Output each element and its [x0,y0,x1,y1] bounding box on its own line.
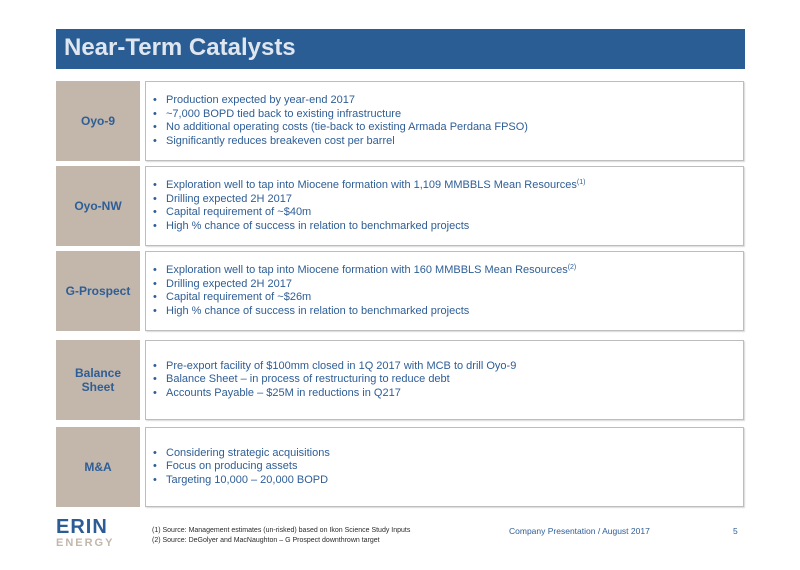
row-label: Oyo-NW [74,199,122,213]
bullet-item: • Focus on producing assets [152,460,743,474]
row-label: Oyo-9 [80,114,115,128]
footnotes [152,526,410,546]
row-label: G-Prospect [65,284,131,298]
footer-text: Company Presentation / August 2017 [509,526,650,536]
row-label: Balance Sheet [74,366,122,394]
bullet-item: • Exploration well to tap into Miocene formation with 160 MMBBLS Mean Resources$^{(2)}$ [152,264,743,278]
logo-energy: ENERGY [56,537,115,549]
label-oyo-nw [56,166,140,246]
page-title: Near-Term Catalysts [64,34,296,61]
content-oyo-nw [145,166,744,246]
bullet-item: • Significantly reduces breakeven cost per barrel [152,135,743,149]
bullet-item: • High % chance of success in relation to benchmarked projects [152,220,743,234]
label-m-and-a [56,427,140,507]
content-oyo-9 [145,81,744,161]
bullet-item: • Pre-export facility of $100mm closed in 1Q 2017 with MCB to drill Oyo-9 [152,360,743,374]
bullet-list [152,264,743,318]
footnote-1: (1) Source: Management estimates (un-risked) based on Ikon Science Study Inputs [152,527,411,534]
page-number: 5 [733,526,738,536]
bullet-item: • Drilling expected 2H 2017 [152,193,743,207]
bullet-item: • Capital requirement of ~$40m [152,206,743,220]
bullet-item: • Accounts Payable – $25M in reductions in Q217 [152,387,743,401]
label-balance-sheet [56,340,140,420]
label-g-prospect [56,251,140,331]
logo-erin: ERIN [56,516,108,538]
footnote-ref: (2) [567,264,577,271]
row-label: M&A [84,460,112,474]
content-m-and-a [145,427,744,507]
label-oyo-9 [56,81,140,161]
bullet-item: • Capital requirement of ~$26m [152,291,743,305]
bullet-item: • ~7,000 BOPD tied back to existing infrastructure [152,108,743,122]
bullet-item: • No additional operating costs (tie-back to existing Armada Perdana FPSO) [152,121,743,135]
erin-energy-logo [56,517,126,557]
bullet-list [152,179,743,233]
bullet-list [152,360,743,401]
footnote-2: (2) Source: DeGolyer and MacNaughton – G Prospect downthrown target [152,537,380,544]
bullet-item: • Production expected by year-end 2017 [152,94,743,108]
bullet-list [152,94,743,148]
bullet-item: • Targeting 10,000 – 20,000 BOPD [152,474,743,488]
title-bar [56,29,745,69]
bullet-item: • High % chance of success in relation to benchmarked projects [152,305,743,319]
bullet-item: • Considering strategic acquisitions [152,447,743,461]
bullet-item: • Exploration well to tap into Miocene formation with 1,109 MMBBLS Mean Resources$^{(1)}$ [152,179,743,193]
content-g-prospect [145,251,744,331]
footnote-ref: (1) [576,179,586,186]
bullet-list [152,447,743,488]
bullet-item: • Balance Sheet – in process of restructuring to reduce debt [152,373,743,387]
content-balance-sheet [145,340,744,420]
bullet-item: • Drilling expected 2H 2017 [152,278,743,292]
